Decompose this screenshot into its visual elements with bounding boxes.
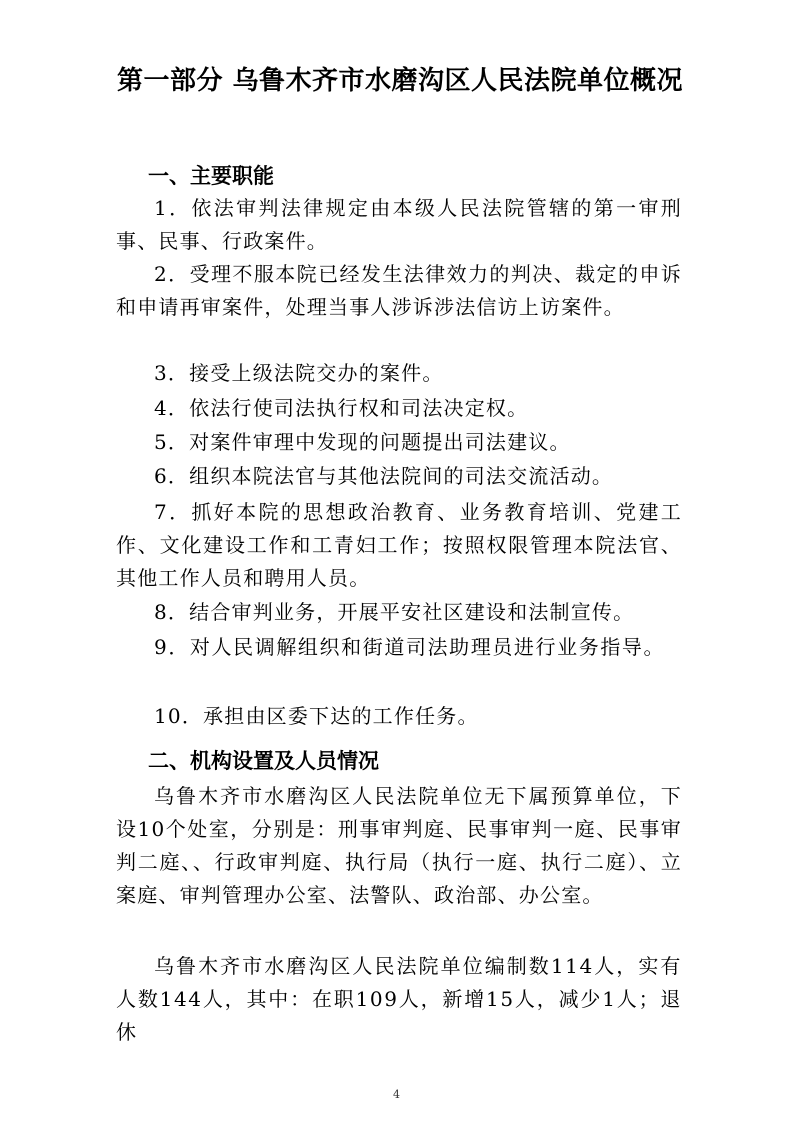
- function-item-8: 8．结合审判业务，开展平安社区建设和法制宣传。: [154, 600, 635, 624]
- section-heading-organization: 二、机构设置及人员情况: [148, 749, 379, 773]
- function-item-6: 6．组织本院法官与其他法院间的司法交流活动。: [154, 464, 614, 488]
- function-item-5: 5．对案件审理中发现的问题提出司法建议。: [154, 430, 571, 454]
- function-item-3: 3．接受上级法院交办的案件。: [154, 361, 444, 385]
- function-item-10: 10．承担由区委下达的工作任务。: [154, 704, 479, 728]
- function-item-1: 1．依法审判法律规定由本级人民法院管辖的第一审刑事、民事、行政案件。: [116, 196, 682, 253]
- section-heading-main-functions: 一、主要职能: [148, 164, 274, 188]
- organization-paragraph: 乌鲁木齐市水磨沟区人民法院单位无下属预算单位，下设10个处室，分别是：刑事审判庭、民事审判一庭、民事审判二庭、、行政审判庭、执行局（执行一庭、执行二庭）、立案庭、审判管理办公室、法警队、政治部、办公室。: [116, 784, 682, 907]
- function-item-7: 7．抓好本院的思想政治教育、业务教育培训、党建工作、文化建设工作和工青妇工作；按照权限管理本院法官、其他工作人员和聘用人员。: [116, 500, 682, 590]
- staffing-paragraph: 乌鲁木齐市水磨沟区人民法院单位编制数114人，实有人数144人，其中：在职109人，新增15人，减少1人；退休: [116, 954, 682, 1044]
- page-number: 4: [393, 1088, 400, 1101]
- function-item-4: 4．依法行使司法执行权和司法决定权。: [154, 396, 529, 420]
- function-item-2: 2．受理不服本院已经发生法律效力的判决、裁定的申诉和申请再审案件，处理当事人涉诉涉法信访上访案件。: [116, 262, 682, 319]
- function-item-9: 9．对人民调解组织和街道司法助理员进行业务指导。: [154, 635, 666, 659]
- page-title: 第一部分 乌鲁木齐市水磨沟区人民法院单位概况: [116, 66, 684, 96]
